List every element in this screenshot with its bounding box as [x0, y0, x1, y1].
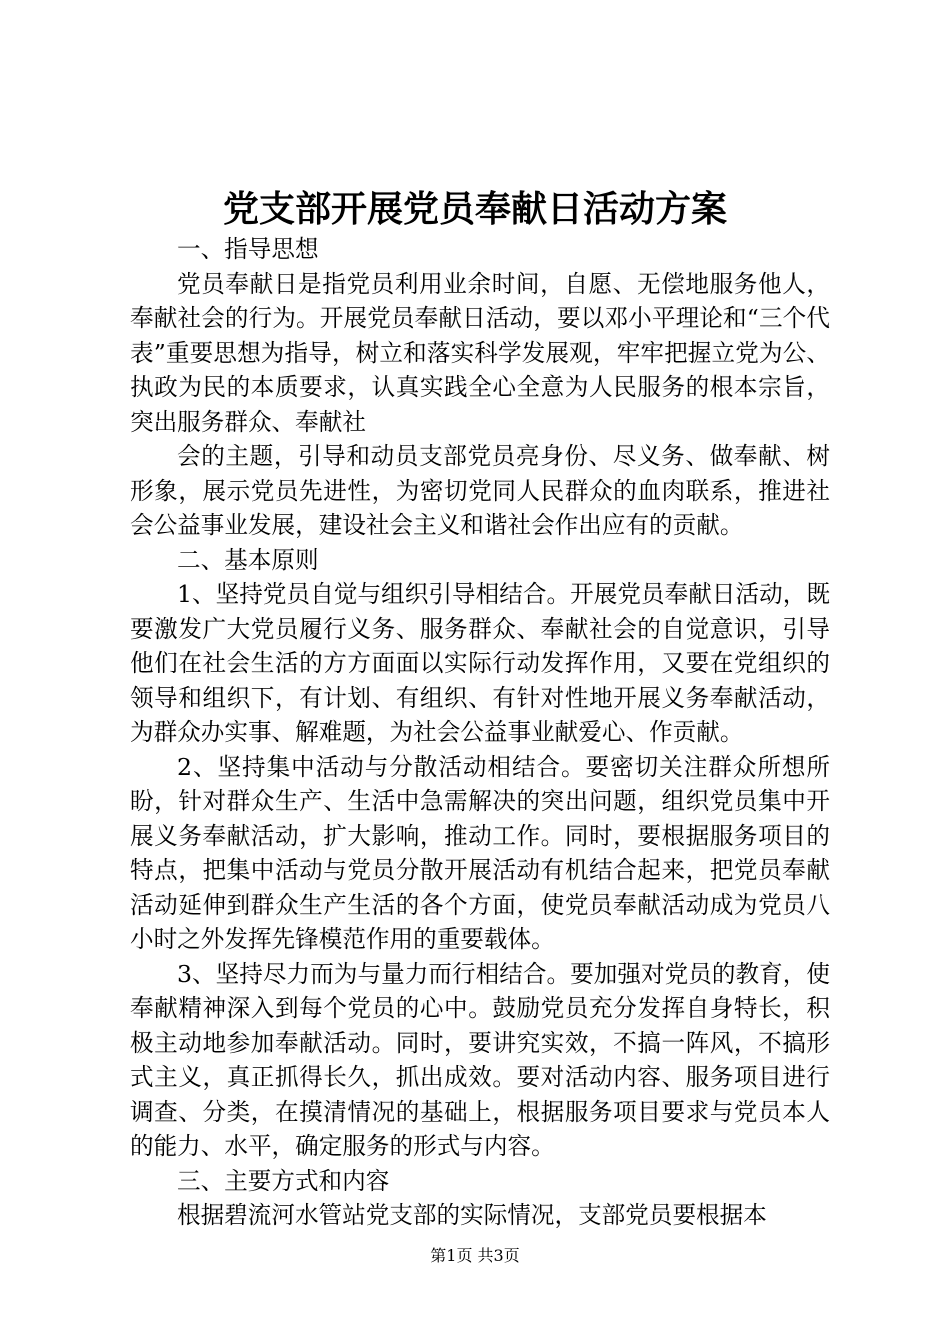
section-heading-main-methods: 三、主要方式和内容 [177, 1166, 390, 1195]
paragraph: 党员奉献日是指党员利用业余时间，自愿、无偿地服务他人，奉献社会的行为。开展党员奉献日活动，要以邓小平理论和“三个代表”重要思想为指导，树立和落实科学发展观，牢牢把握立党为公、执政为民的本质要求，认真实践全心全意为人民服务的根本宗旨，突出服务群众、奉献社 [130, 269, 830, 436]
document-body [130, 232, 830, 1233]
paragraph: 2、坚持集中活动与分散活动相结合。要密切关注群众所想所盼，针对群众生产、生活中急需解决的突出问题，组织党员集中开展义务奉献活动，扩大影响，推动工作。同时，要根据服务项目的特点，把集中活动与党员分散开展活动有机结合起来，把党员奉献活动延伸到群众生产生活的各个方面，使党员奉献活动成为党员八小时之外发挥先锋模范作用的重要载体。 [130, 752, 830, 953]
document-title: 党支部开展党员奉献日活动方案 [222, 188, 727, 230]
section-heading-guiding-ideology: 一、指导思想 [177, 235, 319, 263]
page-number-footer: 第1页 共3页 [430, 1246, 520, 1265]
paragraph: 会的主题，引导和动员支部党员亮身份、尽义务、做奉献、树形象，展示党员先进性，为密切党同人民群众的血肉联系，推进社会公益事业发展，建设社会主义和谐社会作出应有的贡献。 [130, 442, 830, 539]
paragraph: 3、坚持尽力而为与量力而行相结合。要加强对党员的教育，使奉献精神深入到每个党员的心中。鼓励党员充分发挥自身特长，积极主动地参加奉献活动。同时，要讲究实效，不搞一阵风，不搞形式主义，真正抓得长久，抓出成效。要对活动内容、服务项目进行调查、分类，在摸清情况的基础上，根据服务项目要求与党员本人的能力、水平，确定服务的形式与内容。 [130, 959, 830, 1160]
paragraph: 根据碧流河水管站党支部的实际情况，支部党员要根据本 [177, 1201, 767, 1229]
section-heading-basic-principles: 二、基本原则 [177, 545, 319, 574]
paragraph: 1、坚持党员自觉与组织引导相结合。开展党员奉献日活动，既要激发广大党员履行义务、服务群众、奉献社会的自觉意识，引导他们在社会生活的方方面面以实际行动发挥作用，又要在党组织的领导和组织下，有计划、有组织、有针对性地开展义务奉献活动，为群众办实事、解难题，为社会公益事业献爱心、作贡献。 [130, 580, 830, 746]
